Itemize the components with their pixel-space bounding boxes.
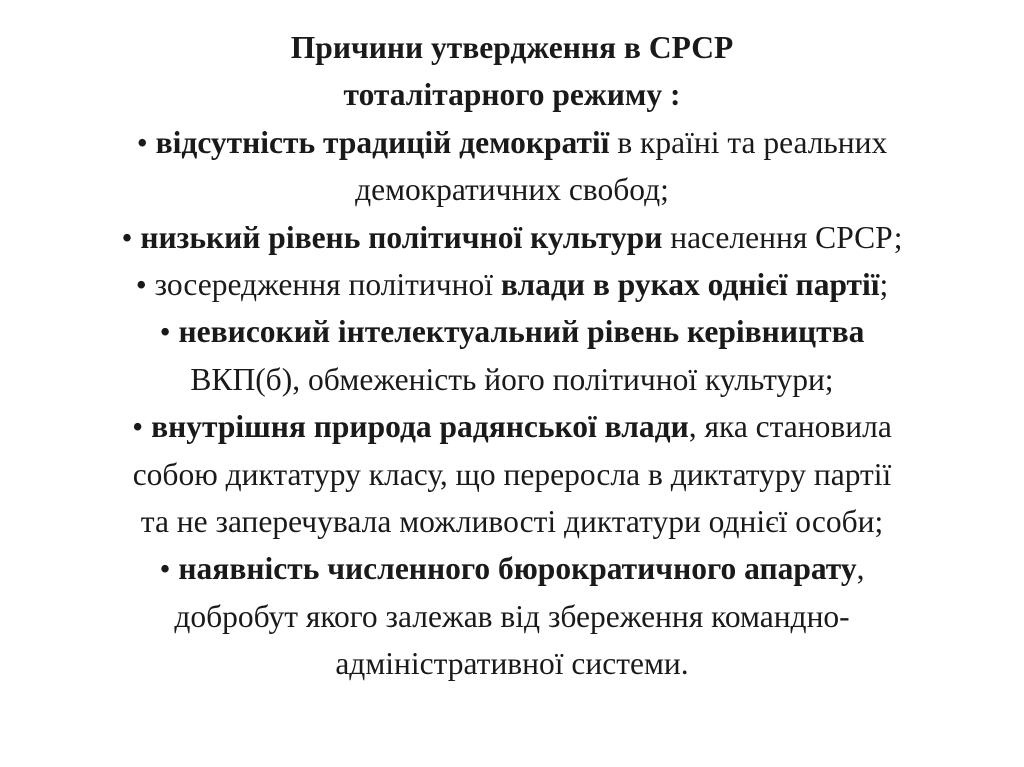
bullet-item-3-bold: влади в руках однієї партії bbox=[500, 267, 880, 303]
bullet-item-4-line-1 bbox=[8, 308, 1016, 355]
bullet-icon: • bbox=[135, 267, 147, 303]
bullet-item-1-line-2: демократичних свобод; bbox=[355, 172, 669, 208]
bullet-item-5-bold: внутрішня природа радянської влади bbox=[151, 409, 689, 445]
bullet-icon: • bbox=[159, 551, 171, 587]
bullet-item-6-bold: наявність численного бюрократичного апарату bbox=[178, 551, 857, 587]
slide-text bbox=[8, 24, 1016, 688]
bullet-item-5-line-2: собою диктатуру класу, що переросла в диктатуру партії bbox=[132, 456, 892, 492]
bullet-item-5-line-3: та не заперечувала можливості диктатури однієї особи; bbox=[140, 504, 884, 540]
slide-title-line-2: тоталітарного режиму : bbox=[343, 77, 681, 113]
bullet-item-3-line-1: • зосередження політичної влади в руках однієї партії; bbox=[135, 267, 889, 303]
bullet-icon: • bbox=[132, 409, 144, 445]
bullet-item-6-line-1: • наявність численного бюрократичного апарату, bbox=[159, 551, 865, 587]
bullet-icon: • bbox=[121, 219, 133, 255]
bullet-item-5-line-1: • внутрішня природа радянської влади, яка становила bbox=[132, 409, 892, 445]
bullet-item-6-line-2: добробут якого залежав від збереження командно- bbox=[174, 598, 850, 634]
bullet-item-4-line-2: ВКП(б), обмеженість його політичної культури; bbox=[190, 361, 834, 397]
bullet-item-1-bold: відсутність традицій демократії bbox=[155, 124, 610, 160]
bullet-item-4-bold: невисокий інтелектуальний рівень керівництва bbox=[178, 314, 865, 350]
bullet-item-2-line-1: • низький рівень політичної культури населення СРСР; bbox=[121, 219, 903, 255]
bullet-icon: • bbox=[136, 124, 148, 160]
bullet-icon: • bbox=[159, 314, 171, 350]
bullet-item-6-line-3: адміністративної системи. bbox=[335, 646, 689, 682]
slide-title-line-1: Причини утвердження в СРСР bbox=[290, 30, 734, 65]
bullet-item-2-bold: низький рівень політичної культури bbox=[140, 219, 663, 255]
bullet-item-1-line-1: • відсутність традицій демократії в країні та реальних bbox=[136, 124, 888, 160]
